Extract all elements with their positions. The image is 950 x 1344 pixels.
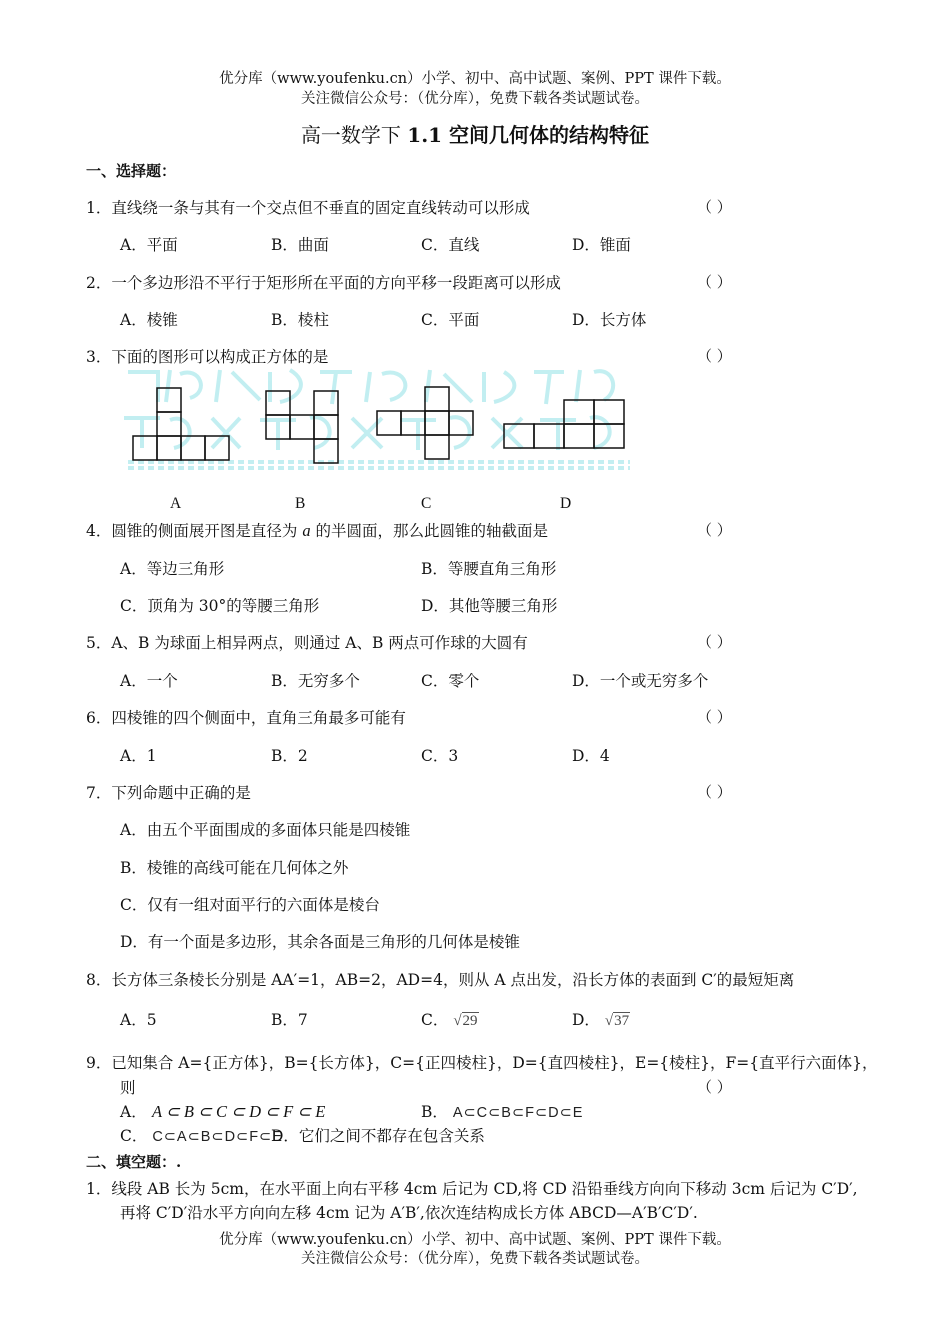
q3-stem: 3．下面的图形可以构成正方体的是: [86, 348, 329, 366]
q8-option-b: B．7: [271, 1011, 308, 1029]
q4-stem: [86, 519, 548, 541]
q5-option-c: C．零个: [421, 672, 480, 690]
q7-option-a: A．由五个平面围成的多面体只能是四棱锥: [120, 821, 411, 839]
q4-option-c: C．顶角为 30°的等腰三角形: [120, 597, 320, 615]
q4-option-b: B．等腰直角三角形: [421, 560, 557, 578]
q7-option-b: B．棱锥的高线可能在几何体之外: [120, 859, 349, 877]
header-line-2: 关注微信公众号：（优分库），免费下载各类试题试卷。: [301, 91, 649, 107]
q2-option-d: D．长方体: [572, 311, 647, 329]
q6-option-d: D．4: [572, 747, 610, 765]
q7-option-c: C．仅有一组对面平行的六面体是棱台: [120, 896, 380, 914]
q6-option-a: A．1: [120, 747, 157, 765]
q8-stem: 8．长方体三条棱长分别是 AA′=1，AB=2，AD=4，则从 A 点出发，沿长方体的表面到 C′的最短矩离: [86, 971, 795, 989]
section-fill-heading: 二、填空题：.: [86, 1153, 182, 1171]
q6-option-b: B．2: [271, 747, 308, 765]
q9-option-a-expression: A ⊂ B ⊂ C ⊂ D ⊂ F ⊂ E: [152, 1102, 326, 1121]
q5-option-b: B．无穷多个: [271, 672, 360, 690]
q8-option-d-radicand: 37: [614, 1013, 630, 1029]
q4-stem-post: 的半圆面，那么此圆锥的轴截面是: [315, 522, 549, 540]
q8-option-c: [421, 1008, 479, 1030]
q9-stem-continued: 则: [120, 1079, 136, 1097]
q9-option-a-label: A．: [120, 1103, 147, 1121]
q3-label-b: B: [295, 495, 306, 512]
q3-label-a: A: [170, 495, 182, 512]
q8-option-c-radicand: 29: [462, 1013, 478, 1029]
q3-label-d: D: [560, 495, 572, 512]
cube-nets-figure: [120, 362, 640, 474]
q5-option-a: A．一个: [120, 672, 178, 690]
q2-option-c: C．平面: [421, 311, 480, 329]
q3-answer-blank: （ ）: [697, 347, 732, 365]
q4-stem-pre: 4．圆锥的侧面展开图是直径为: [86, 522, 298, 540]
section-choice-heading: 一、选择题：: [86, 162, 177, 180]
q5-answer-blank: （ ）: [697, 633, 732, 651]
footer-line-2: 关注微信公众号：（优分库），免费下载各类试题试卷。: [301, 1251, 649, 1267]
q9-option-a: [120, 1100, 147, 1122]
q1-option-c: C．直线: [421, 236, 480, 254]
q1-answer-blank: （ ）: [697, 198, 732, 216]
q4-option-a: A．等边三角形: [120, 560, 225, 578]
q6-stem: 6．四棱锥的四个侧面中，直角三角最多可能有: [86, 709, 406, 727]
q8-option-d-label: D．: [572, 1011, 600, 1029]
q8-option-d-sqrt: √37: [604, 1013, 630, 1029]
title-prefix: 高一数学下: [300, 123, 408, 147]
q9-option-b-label: B．: [421, 1103, 448, 1121]
q2-answer-blank: （ ）: [697, 273, 732, 291]
footer-line-1: 优分库（www.youfenku.cn）小学、初中、高中试题、案例、PPT 课件下载。: [219, 1232, 731, 1248]
q9-option-b-expression: A⊂C⊂B⊂F⊂D⊂E: [452, 1105, 584, 1121]
q6-option-c: C．3: [421, 747, 459, 765]
q8-option-c-sqrt: √29: [453, 1013, 478, 1029]
q7-option-d: D．有一个面是多边形，其余各面是三角形的几何体是棱锥: [120, 933, 520, 951]
fill-q1-line-1: 1．线段 AB 长为 5cm，在水平面上向右平移 4cm 后记为 CD,将 CD 沿铅垂线方向向下移动 3cm 后记为 C′D′,: [86, 1180, 858, 1198]
q2-option-a: A．棱锥: [120, 311, 178, 329]
q1-stem: 1．直线绕一条与其有一个交点但不垂直的固定直线转动可以形成: [86, 199, 530, 217]
q1-option-d: D．锥面: [572, 236, 631, 254]
q4-option-d: D．其他等腰三角形: [421, 597, 558, 615]
q8-option-d: [572, 1008, 630, 1030]
q9-option-c-expression: C⊂A⊂B⊂D⊂F⊂E: [152, 1129, 283, 1145]
q5-stem: 5．A、B 为球面上相异两点，则通过 A、B 两点可作球的大圆有: [86, 634, 528, 652]
q9-option-d: D．它们之间不都存在包含关系: [271, 1127, 485, 1145]
q9-option-b: [421, 1100, 583, 1122]
header-line-1: 优分库（www.youfenku.cn）小学、初中、高中试题、案例、PPT 课件下载。: [219, 71, 731, 87]
q8-option-c-label: C．: [421, 1011, 449, 1029]
q1-option-b: B．曲面: [271, 236, 329, 254]
q3-label-c: C: [421, 495, 432, 512]
q9-answer-blank: （ ）: [697, 1078, 732, 1096]
q7-stem: 7．下列命题中正确的是: [86, 784, 251, 802]
title-main: 1.1 空间几何体的结构特征: [407, 123, 650, 147]
q5-option-d: D．一个或无穷多个: [572, 672, 709, 690]
q4-answer-blank: （ ）: [697, 521, 732, 539]
q4-variable-a: a: [302, 521, 311, 540]
q9-stem: 9．已知集合 A={正方体}，B={长方体}，C={正四棱柱}，D={直四棱柱}，E={棱柱}，F={直平行六面体}，: [86, 1054, 878, 1072]
q6-answer-blank: （ ）: [697, 708, 732, 726]
fill-q1-line-2: 再将 C′D′沿水平方向向左移 4cm 记为 A′B′,依次连结构成长方体 ABCD—A′B′C′D′.: [120, 1204, 698, 1222]
q9-option-c-label: C．: [120, 1127, 148, 1145]
page-title: [0, 119, 950, 148]
q2-stem: 2．一个多边形沿不平行于矩形所在平面的方向平移一段距离可以形成: [86, 274, 561, 292]
q1-option-a: A．平面: [120, 236, 178, 254]
q9-option-c: [120, 1124, 283, 1146]
q2-option-b: B．棱柱: [271, 311, 329, 329]
q8-option-a: A．5: [120, 1011, 157, 1029]
q7-answer-blank: （ ）: [697, 783, 732, 801]
